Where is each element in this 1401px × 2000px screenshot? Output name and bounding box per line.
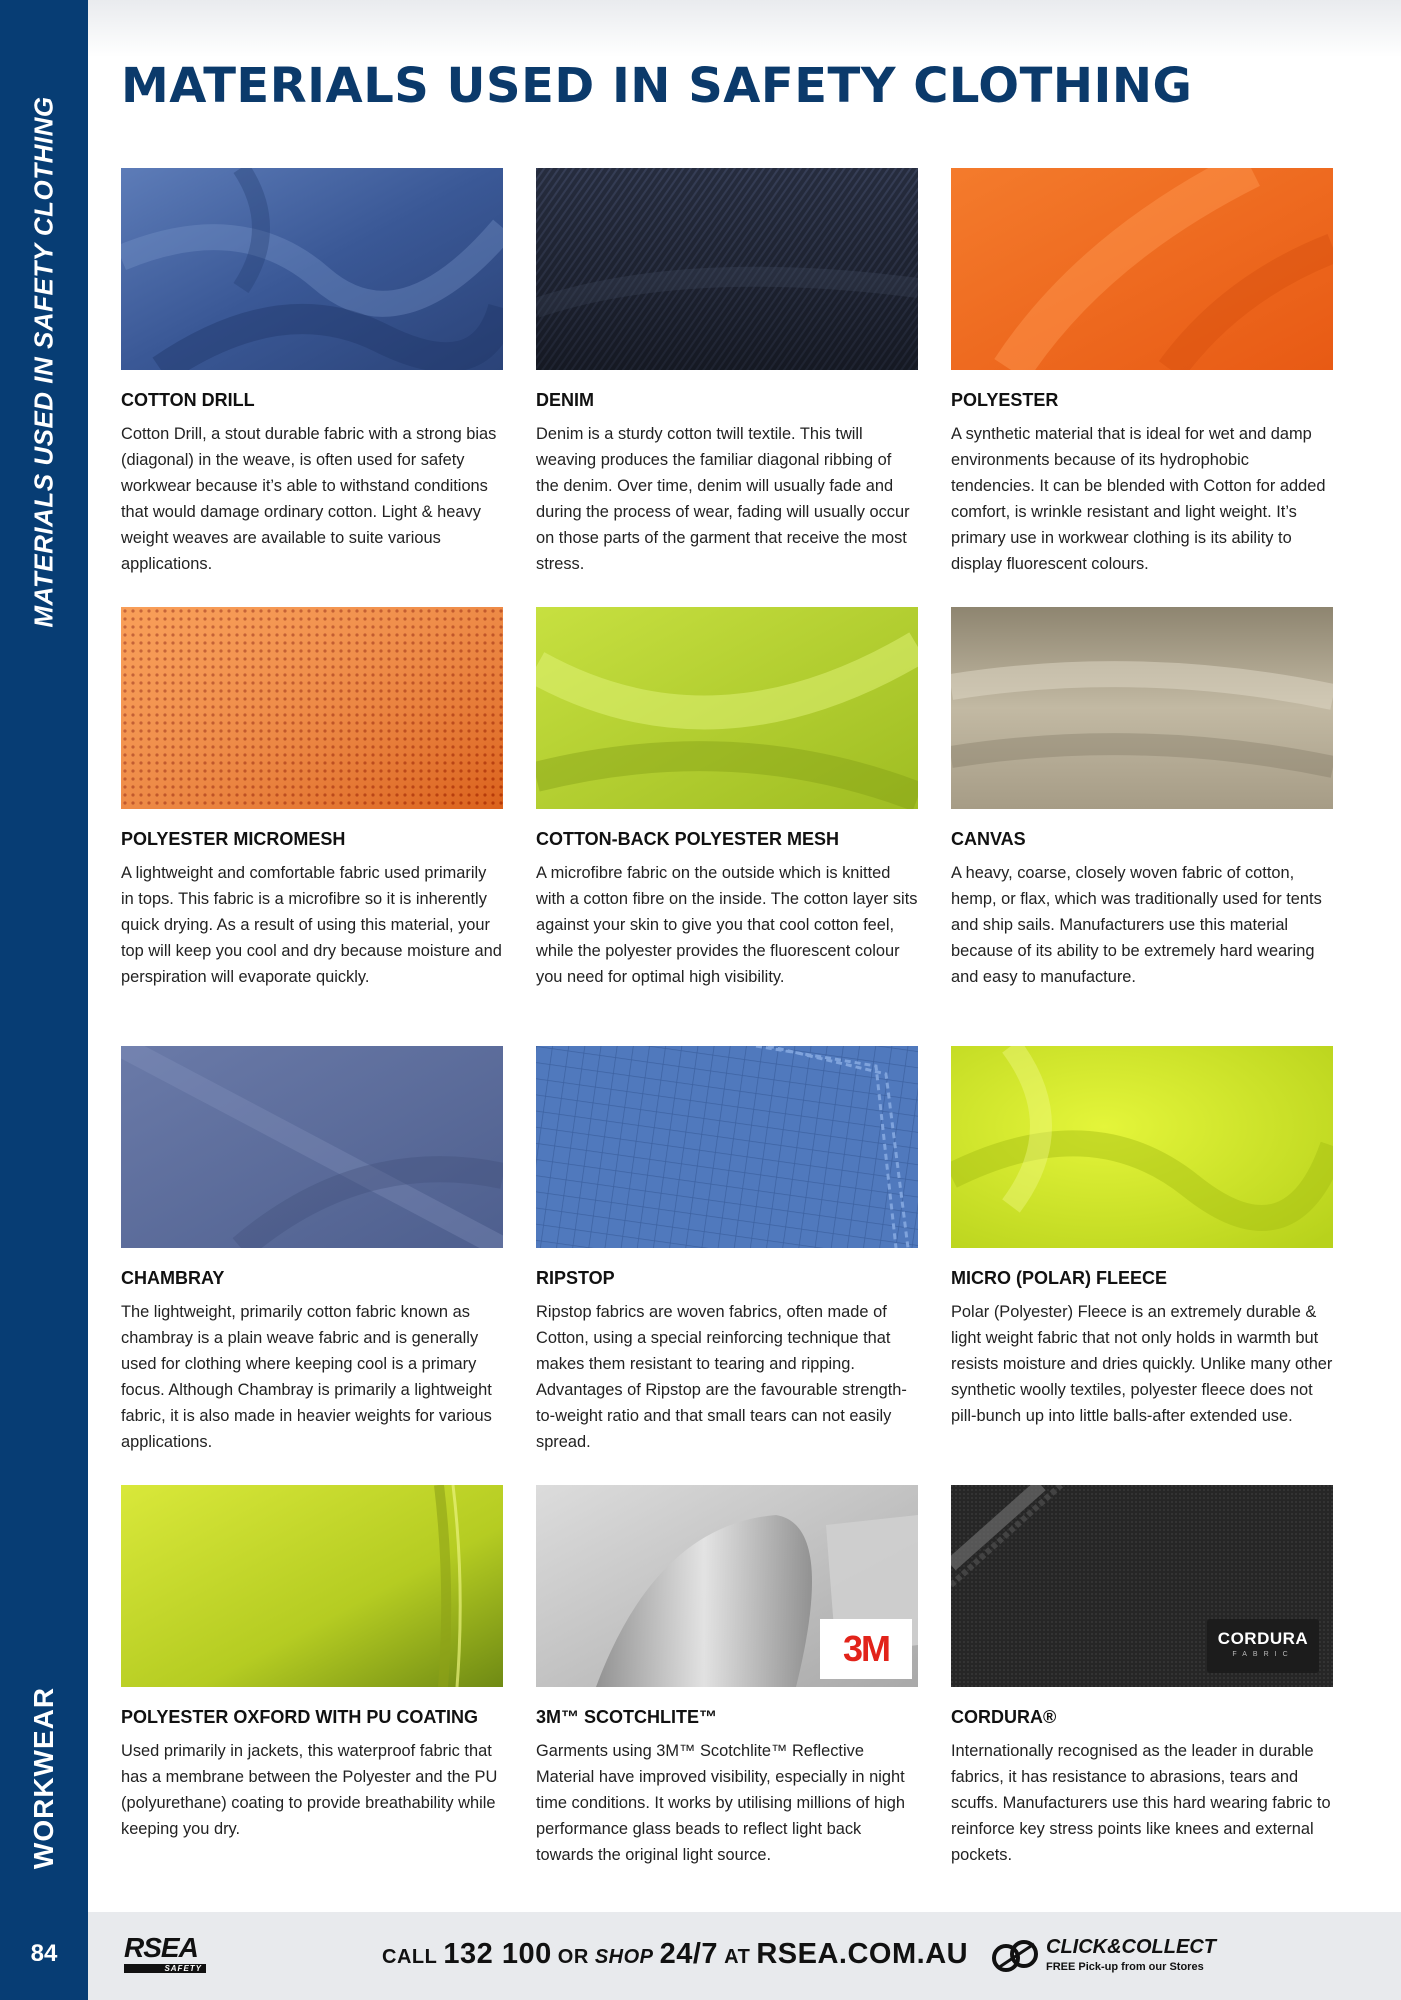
material-description: Ripstop fabrics are woven fabrics, often made of Cotton, using a special reinforcing technique that makes them resistant to tearing and ripping. Advantages of Ripstop are the favourable strength-to-weight ratio and that small tears can not easily spread. <box>536 1303 907 1451</box>
material-description: Cotton Drill, a stout durable fabric with a strong bias (diagonal) in the weave, is often used for safety workwear because it’s able to withstand conditions that would damage ordinary cotton. Light & heavy weight weaves are available to suite various applications. <box>121 425 497 573</box>
3m-logo: 3M <box>820 1619 912 1679</box>
material-card-3m-scotchlite <box>536 1485 918 1868</box>
rsea-logo[interactable] <box>124 1934 210 1978</box>
material-title: COTTON DRILL <box>121 390 255 410</box>
material-description: Garments using 3M™ Scotchlite™ Reflective Material have improved visibility, especially in night time conditions. It works by utilising millions of high performance glass beads to reflect light back towards the original light source. <box>536 1742 905 1864</box>
material-description: A synthetic material that is ideal for wet and damp environments because of its hydrophobic tendencies. It can be blended with Cotton for added comfort, is wrinkle resistant and light weight. It’s primary use in workwear clothing is its ability to display fluorescent colours. <box>951 425 1326 573</box>
material-title: DENIM <box>536 390 594 410</box>
material-title: CANVAS <box>951 829 1026 849</box>
material-card-polyester-oxford <box>121 1485 503 1842</box>
page-number: 84 <box>30 1940 58 1967</box>
material-description: Used primarily in jackets, this waterproof fabric that has a membrane between the Polyester and the PU (polyurethane) coating to provide breathability while keeping you dry. <box>121 1742 498 1838</box>
material-title: 3M™ SCOTCHLITE™ <box>536 1707 718 1727</box>
call-prefix: CALL <box>382 1946 438 1968</box>
click-collect-subtitle: FREE Pick-up from our Stores <box>1046 1961 1204 1973</box>
material-card-polyester-micromesh <box>121 607 503 990</box>
material-description: A lightweight and comfortable fabric used primarily in tops. This fabric is a microfibre so it is inherently quick drying. As a result of using this material, your top will keep you cool and dry because moisture and perspiration will evaporate quickly. <box>121 864 502 986</box>
material-title: COTTON-BACK POLYESTER MESH <box>536 829 840 849</box>
3m-scotchlite-image <box>536 1485 918 1687</box>
canvas-image <box>951 607 1333 809</box>
material-title: CORDURA® <box>951 1707 1057 1727</box>
material-title: MICRO (POLAR) FLEECE <box>951 1268 1167 1288</box>
click-collect-title: CLICK&COLLECT <box>1046 1936 1216 1958</box>
material-title: POLYESTER MICROMESH <box>121 829 346 849</box>
phone-number[interactable]: 132 100 <box>443 1938 552 1970</box>
cordura-logo-text: CORDURA <box>1217 1629 1309 1648</box>
polyester-image <box>951 168 1333 370</box>
material-description: Polar (Polyester) Fleece is an extremely durable & light weight fabric that not only holds in warmth but resists moisture and dries quickly. Unlike many other synthetic woolly textiles, polyester fleece does not pill-bunch up into little balls-after extended use. <box>951 1303 1333 1425</box>
material-description: A heavy, coarse, closely woven fabric of cotton, hemp, or flax, which was traditionally used for tents and ship sails. Manufacturers use this material because of its ability to be extremely hard wearing and easy to manufacture. <box>951 864 1322 986</box>
at-text: AT <box>724 1946 751 1968</box>
sidebar <box>0 0 88 2000</box>
material-description: A microfibre fabric on the outside which is knitted with a cotton fibre on the inside. The cotton layer sits against your skin to give you that cool cotton feel, while the polyester provides the fluorescent colour you need for optimal high visibility. <box>536 864 918 986</box>
material-card-cotton-back-polyester-mesh <box>536 607 918 990</box>
cotton-back-polyester-mesh-image <box>536 607 918 809</box>
denim-image <box>536 168 918 370</box>
website-link[interactable]: RSEA.COM.AU <box>756 1938 969 1970</box>
contact-line <box>382 1938 968 1971</box>
material-card-chambray <box>121 1046 503 1455</box>
material-title: POLYESTER <box>951 390 1059 410</box>
sidebar-title: MATERIALS USED IN SAFETY CLOTHING <box>28 96 59 628</box>
material-description: Denim is a sturdy cotton twill textile. This twill weaving produces the familiar diagonal ribbing of the denim. Over time, denim will usually fade and during the process of wear, fading will usually occur on those parts of the garment that receive the most stress. <box>536 425 910 573</box>
cordura-logo <box>1207 1619 1319 1673</box>
material-card-cotton-drill <box>121 168 503 577</box>
cordura-logo-subtext: FABRIC <box>1232 1651 1294 1658</box>
page-title: MATERIALS USED IN SAFETY CLOTHING <box>121 58 1193 114</box>
material-description: Internationally recognised as the leader in durable fabrics, it has resistance to abrasions, tears and scuffs. Manufacturers use this hard wearing fabric to reinforce key stress points like knees and external pockets. <box>951 1742 1331 1864</box>
material-card-polyester <box>951 168 1333 577</box>
or-text: OR <box>557 1946 589 1968</box>
material-card-ripstop <box>536 1046 918 1455</box>
cotton-drill-image <box>121 168 503 370</box>
polyester-oxford-image <box>121 1485 503 1687</box>
footer <box>88 1912 1401 2000</box>
material-card-denim <box>536 168 918 577</box>
sidebar-section-label: WORKWEAR <box>28 1686 59 1870</box>
hours-text: 24/7 <box>659 1938 719 1970</box>
cordura-image <box>951 1485 1333 1687</box>
shop-text: SHOP <box>594 1946 654 1968</box>
material-card-canvas <box>951 607 1333 990</box>
chambray-image <box>121 1046 503 1248</box>
rsea-logo-text: RSEA <box>124 1932 198 1963</box>
rsea-logo-subtext: SAFETY <box>124 1964 206 1973</box>
material-description: The lightweight, primarily cotton fabric known as chambray is a plain weave fabric and is generally used for clothing where keeping cool is a primary focus. Although Chambray is primarily a lightweight fabric, it is also made in heavier weights for various applications. <box>121 1303 492 1451</box>
material-title: POLYESTER OXFORD WITH PU COATING <box>121 1707 479 1727</box>
polyester-micromesh-image <box>121 607 503 809</box>
material-title: RIPSTOP <box>536 1268 615 1288</box>
material-title: CHAMBRAY <box>121 1268 225 1288</box>
material-card-cordura <box>951 1485 1333 1868</box>
click-collect-icon <box>990 1938 1040 1974</box>
ripstop-image <box>536 1046 918 1248</box>
material-card-micro-polar-fleece <box>951 1046 1333 1429</box>
micro-polar-fleece-image <box>951 1046 1333 1248</box>
